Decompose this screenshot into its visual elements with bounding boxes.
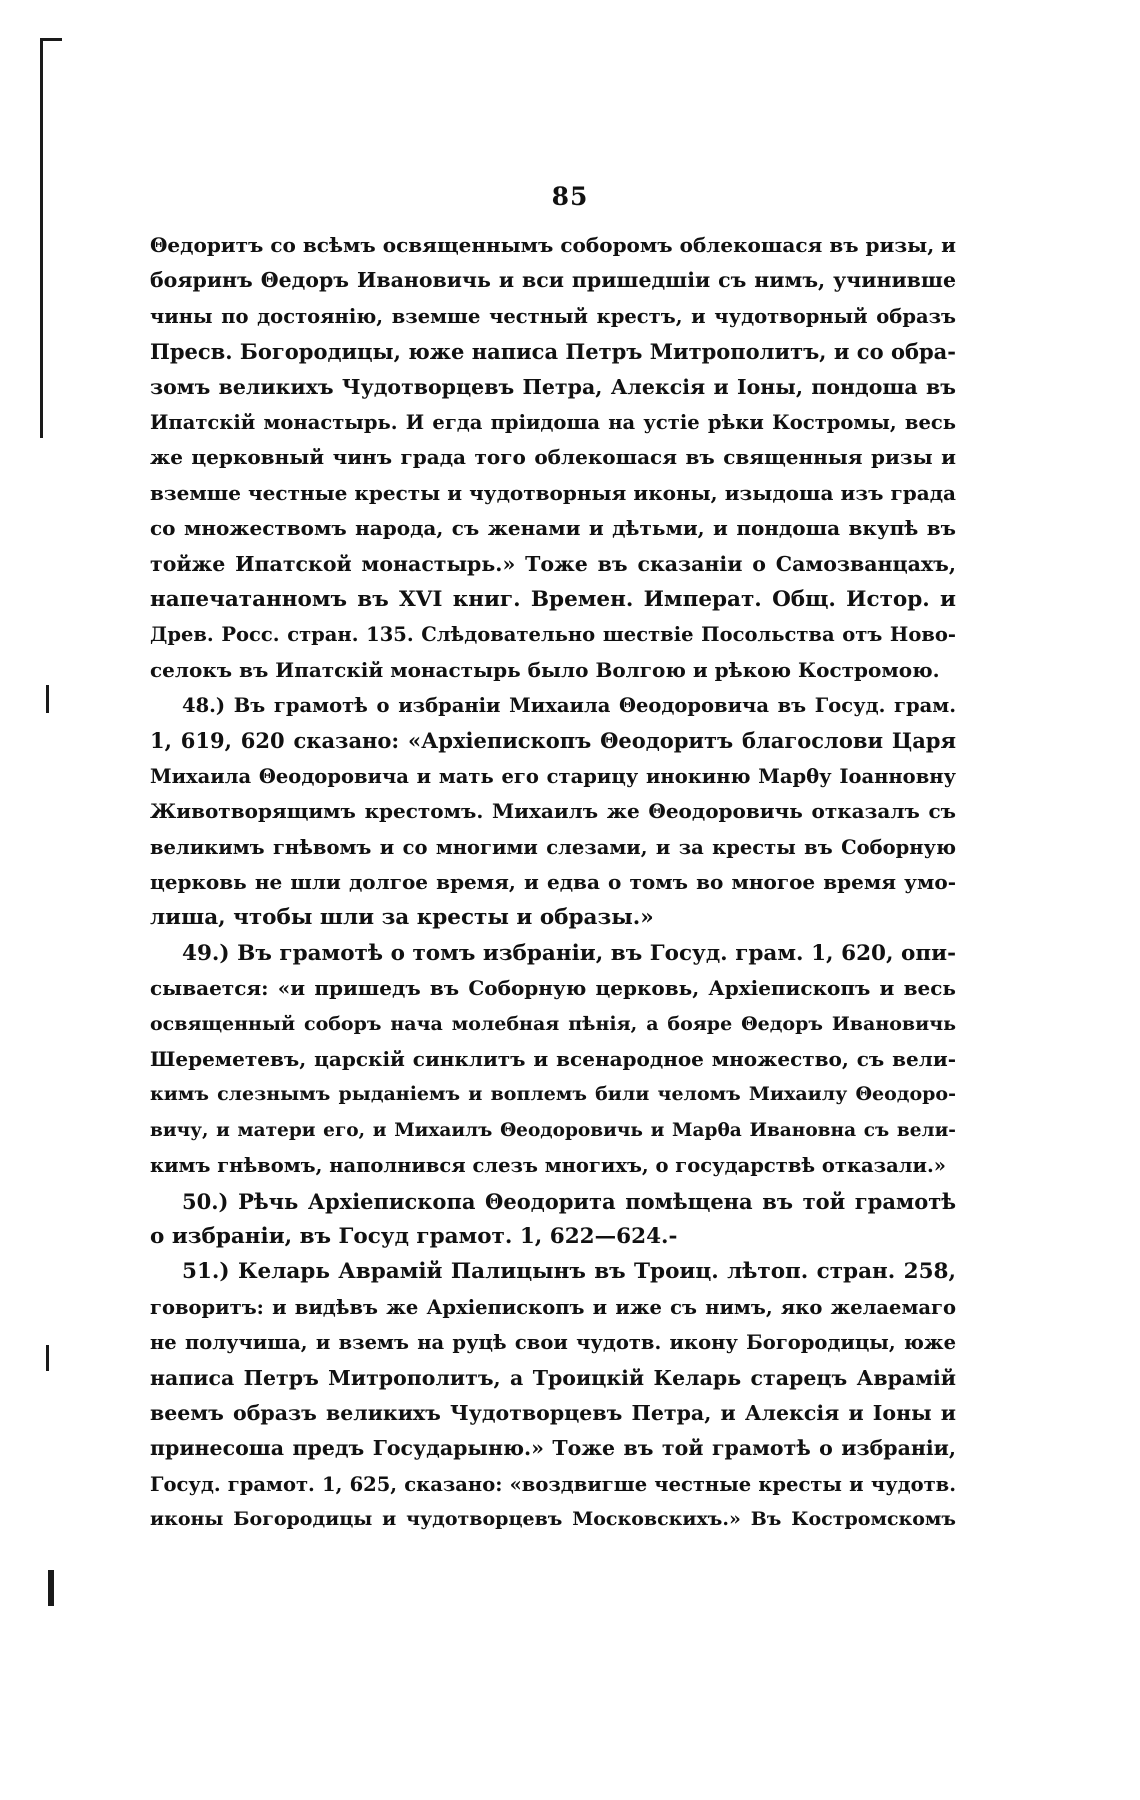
text-line: бояринъ Θедоръ Ивановичь и вси пришедшіи съ нимъ, учинивше [150,268,956,293]
text-line: великимъ гнѣвомъ и со многими слезами, и за кресты въ Соборную [150,835,956,859]
text-line: чины по достоянію, вземше честный крестъ, и чудотворный образъ [150,304,956,328]
text-line: освященный соборъ нача молебная пѣнія, а бояре Θедоръ Ивановичь [150,1012,956,1035]
scan-edge-mark [48,1570,54,1606]
text-line: Древ. Росс. стран. 135. Слѣдовательно шествіе Посольства отъ Ново- [150,623,956,647]
text-line: тойже Ипатской монастырь.» Тоже въ сказаніи о Самозванцахъ, [150,551,956,576]
text-line: веемъ образъ великихъ Чудотворцевъ Петра, и Алексія и Іоны и [150,1400,956,1425]
text-line: 48.) Въ грамотѣ о избраніи Михаила Θеодоровича въ Госуд. грам. [182,694,956,718]
text-line: 51.) Келарь Аврамій Палицынъ въ Троиц. лѣтоп. стран. 258, [182,1259,956,1285]
text-line: церковь не шли долгое время, и едва о томъ во многое время умо- [150,870,956,895]
body-text [150,228,956,1537]
text-line: лиша, чтобы шли за кресты и образы.» [150,905,654,931]
page-number: 85 [551,182,589,211]
text-line: Пресв. Богородицы, юже написа Петръ Митрополитъ, и со обра- [150,339,956,365]
text-line: написа Петръ Митрополитъ, а Троицкій Келарь старецъ Аврамій [150,1365,956,1390]
text-line: 49.) Въ грамотѣ о томъ избраніи, въ Госуд. грам. 1, 620, опи- [182,940,956,966]
text-line: 50.) Рѣчь Архіепископа Θеодорита помѣщена въ той грамотѣ [182,1188,956,1214]
scan-edge-hook [40,38,62,41]
text-line: принесоша предъ Государыню.» Тоже въ той грамотѣ о избраніи, [150,1436,956,1461]
scan-edge-mark [46,1345,49,1371]
text-line: иконы Богородицы и чудотворцевъ Московскихъ.» Въ Костромскомъ [150,1508,956,1531]
text-line: о избраніи, въ Госуд грамот. 1, 622—624.- [150,1223,678,1249]
text-line: кимъ гнѣвомъ, наполнився слезъ многихъ, о государствѣ отказали.» [150,1154,946,1178]
text-line: Михаила Θеодоровича и мать его старицу инокиню Марθу Іоанновну [150,764,956,788]
text-line: селокъ въ Ипатскій монастырь было Волгою и рѣкою Костромою. [150,657,940,682]
scan-edge-bar [40,38,43,438]
text-line: Ипатскій монастырь. И егда пріидоша на устіе рѣки Костромы, весь [150,410,956,434]
text-line: со множествомъ народа, съ женами и дѣтьми, и пондоша вкупѣ въ [150,516,956,541]
text-line: говоритъ: и видѣвъ же Архіепископъ и иже съ нимъ, яко желаемаго [150,1295,956,1319]
text-line: Животворящимъ крестомъ. Михаилъ же Θеодоровичь отказалъ съ [150,799,956,824]
text-line: Шереметевъ, царскій синклитъ и всенародное множество, съ вели- [150,1046,956,1071]
text-line: Госуд. грамот. 1, 625, сказано: «воздвигше честные кресты и чудотв. [150,1472,956,1496]
text-line: 1, 619, 620 сказано: «Архіепископъ Θеодоритъ благослови Царя [150,728,956,754]
text-line: вземше честные кресты и чудотворныя иконы, изыдоша изъ града [150,480,956,505]
text-line: же церковный чинъ града того облекошася въ священныя ризы и [150,445,956,470]
scan-edge-mark [46,685,49,713]
text-line: сывается: «и пришедъ въ Соборную церковь, Архіепископъ и весь [150,976,956,1001]
text-line: вичу, и матери его, и Михаилъ Θеодоровичь и Марθа Ивановна съ вели- [150,1119,956,1141]
text-line: кимъ слезнымъ рыданіемъ и воплемъ били челомъ Михаилу Θеодоро- [150,1083,956,1106]
text-line: напечатанномъ въ XVI книг. Времен. Императ. Общ. Истор. и [150,586,956,612]
text-line: Θедоритъ со всѣмъ освященнымъ соборомъ облекошася въ ризы, и [150,233,956,257]
text-line: зомъ великихъ Чудотворцевъ Петра, Алексія и Іоны, пондоша въ [150,374,956,399]
text-line: не получиша, и вземъ на руцѣ свои чудотв. икону Богородицы, юже [150,1331,956,1355]
